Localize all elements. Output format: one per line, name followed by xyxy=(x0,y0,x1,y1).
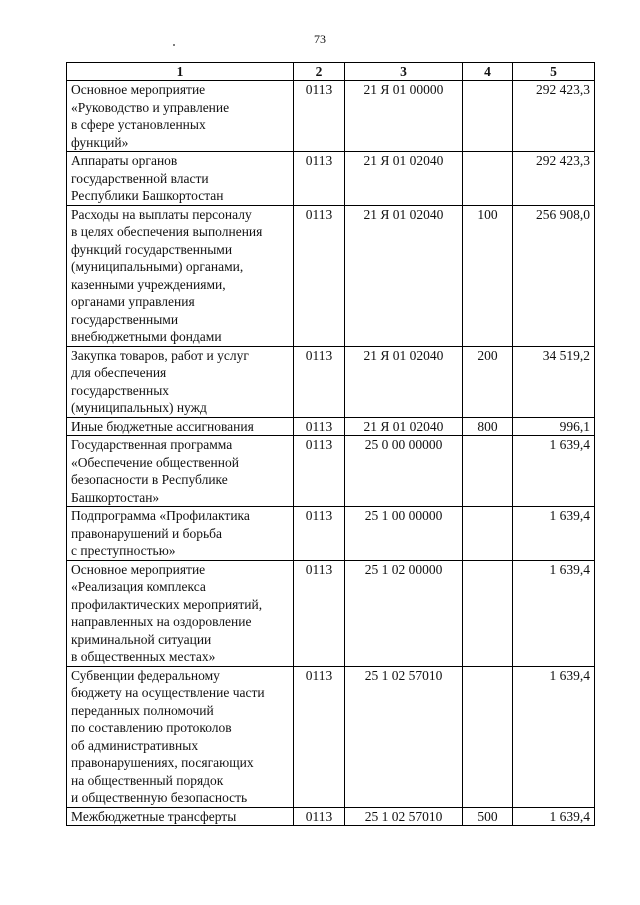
row-amount: 292 423,3 xyxy=(513,81,595,152)
row-expense-type: 500 xyxy=(463,807,513,826)
row-name: Государственная программа «Обеспечение общественной безопасности в Республике Башкортостан» xyxy=(67,436,294,507)
row-amount: 1 639,4 xyxy=(513,560,595,666)
row-section: 0113 xyxy=(294,666,345,807)
row-name: Основное мероприятие «Руководство и управление в сфере установленных функций» xyxy=(67,81,294,152)
row-section: 0113 xyxy=(294,507,345,561)
row-amount: 1 639,4 xyxy=(513,436,595,507)
row-expense-type xyxy=(463,560,513,666)
row-section: 0113 xyxy=(294,152,345,206)
table-row xyxy=(67,346,595,417)
row-name: Иные бюджетные ассигнования xyxy=(67,417,294,436)
table-row xyxy=(67,666,595,807)
row-name: Межбюджетные трансферты xyxy=(67,807,294,826)
column-header-3: 3 xyxy=(345,63,463,81)
row-section: 0113 xyxy=(294,346,345,417)
column-header-2: 2 xyxy=(294,63,345,81)
row-section: 0113 xyxy=(294,560,345,666)
row-expense-type: 200 xyxy=(463,346,513,417)
row-code: 21 Я 01 02040 xyxy=(345,417,463,436)
row-name: Закупка товаров, работ и услуг для обеспечения государственных (муниципальных) нужд xyxy=(67,346,294,417)
column-header-1: 1 xyxy=(67,63,294,81)
budget-table xyxy=(66,62,595,826)
row-amount: 1 639,4 xyxy=(513,507,595,561)
table-row xyxy=(67,205,595,346)
row-name: Подпрограмма «Профилактика правонарушений и борьба с преступностью» xyxy=(67,507,294,561)
row-code: 25 1 02 00000 xyxy=(345,560,463,666)
row-amount: 34 519,2 xyxy=(513,346,595,417)
row-name: Расходы на выплаты персоналу в целях обеспечения выполнения функций государственными (муниципальными) органами, казенными учреждениями, органами управления государственными внебюджетными фондами xyxy=(67,205,294,346)
row-name: Аппараты органов государственной власти Республики Башкортостан xyxy=(67,152,294,206)
table-row xyxy=(67,436,595,507)
row-section: 0113 xyxy=(294,81,345,152)
row-expense-type: 800 xyxy=(463,417,513,436)
row-name: Основное мероприятие «Реализация комплекса профилактических мероприятий, направленных на оздоровление криминальной ситуации в общественных местах» xyxy=(67,560,294,666)
row-section: 0113 xyxy=(294,436,345,507)
table-body xyxy=(67,81,595,826)
row-amount: 256 908,0 xyxy=(513,205,595,346)
row-expense-type xyxy=(463,81,513,152)
row-code: 25 0 00 00000 xyxy=(345,436,463,507)
row-expense-type xyxy=(463,436,513,507)
row-expense-type xyxy=(463,666,513,807)
row-amount: 996,1 xyxy=(513,417,595,436)
table-row xyxy=(67,81,595,152)
row-code: 21 Я 01 02040 xyxy=(345,152,463,206)
page-number: 73 xyxy=(314,32,326,46)
row-code: 25 1 02 57010 xyxy=(345,807,463,826)
table-row xyxy=(67,560,595,666)
row-amount: 1 639,4 xyxy=(513,666,595,807)
row-section: 0113 xyxy=(294,205,345,346)
row-name: Субвенции федеральному бюджету на осуществление части переданных полномочий по составлению протоколов об административных правонарушениях, посягающих на общественный порядок и общественную безопасность xyxy=(67,666,294,807)
row-section: 0113 xyxy=(294,807,345,826)
column-header-4: 4 xyxy=(463,63,513,81)
row-expense-type xyxy=(463,152,513,206)
row-code: 21 Я 01 00000 xyxy=(345,81,463,152)
row-amount: 1 639,4 xyxy=(513,807,595,826)
row-expense-type xyxy=(463,507,513,561)
scan-speck xyxy=(173,44,175,46)
row-code: 25 1 00 00000 xyxy=(345,507,463,561)
table-row xyxy=(67,807,595,826)
column-header-5: 5 xyxy=(513,63,595,81)
row-code: 25 1 02 57010 xyxy=(345,666,463,807)
table-header-row xyxy=(67,63,595,81)
row-amount: 292 423,3 xyxy=(513,152,595,206)
table-row xyxy=(67,507,595,561)
table-row xyxy=(67,417,595,436)
row-code: 21 Я 01 02040 xyxy=(345,346,463,417)
table-row xyxy=(67,152,595,206)
row-code: 21 Я 01 02040 xyxy=(345,205,463,346)
row-expense-type: 100 xyxy=(463,205,513,346)
row-section: 0113 xyxy=(294,417,345,436)
